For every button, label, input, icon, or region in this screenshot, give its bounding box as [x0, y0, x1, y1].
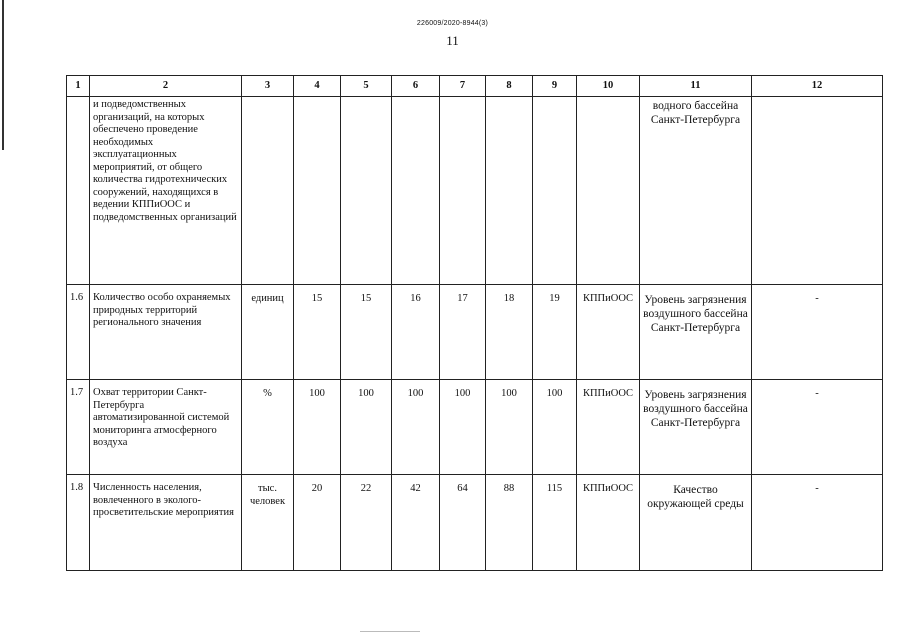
- executor-cell: КППиООС: [577, 475, 640, 571]
- column-header: 10: [577, 76, 640, 97]
- note-cell: -: [752, 380, 883, 475]
- value-cell: 115: [533, 475, 577, 571]
- indicator-name-cell: и подведомственных организаций, на которых обеспечено проведение необходимых эксплуатационных мероприятий, от общего количества гидротехнических сооружений, находящихся в ведении КППиООС и подведомственных организаций: [90, 97, 242, 285]
- column-header: 6: [392, 76, 440, 97]
- row-number: 1.7: [67, 380, 90, 475]
- column-header: 8: [486, 76, 533, 97]
- value-cell: 100: [486, 380, 533, 475]
- value-cell: 88: [486, 475, 533, 571]
- page-number: 11: [446, 33, 459, 48]
- column-header: 4: [294, 76, 341, 97]
- row-number: 1.6: [67, 285, 90, 380]
- target-indicator-cell: водного бассейна Санкт-Петербурга: [640, 97, 752, 285]
- row-number: 1.8: [67, 475, 90, 571]
- value-cell: 64: [440, 475, 486, 571]
- table-row: [67, 475, 883, 571]
- value-cell: 100: [392, 380, 440, 475]
- value-cell: 17: [440, 285, 486, 380]
- unit-cell: единиц: [242, 285, 294, 380]
- executor-cell: КППиООС: [577, 380, 640, 475]
- target-indicator-cell: Уровень загрязнения воздушного бассейна Санкт-Петербурга: [640, 285, 752, 380]
- column-header: 5: [341, 76, 392, 97]
- note-cell: -: [752, 475, 883, 571]
- document-id: 226009/2020-8944(3): [416, 20, 489, 27]
- table-row: [67, 380, 883, 475]
- executor-cell: КППиООС: [577, 285, 640, 380]
- value-cell: 100: [341, 380, 392, 475]
- column-header: 1: [67, 76, 90, 97]
- target-indicator-cell: Уровень загрязнения воздушного бассейна Санкт-Петербурга: [640, 380, 752, 475]
- table-header-row: [67, 76, 883, 97]
- column-header: 12: [752, 76, 883, 97]
- table-row-continuation: [67, 97, 883, 285]
- target-indicator-cell: Качество окружающей среды: [640, 475, 752, 571]
- indicator-name-cell: Численность населения, вовлеченного в эколого-просветительские мероприятия: [90, 475, 242, 571]
- unit-cell: тыс. человек: [242, 475, 294, 571]
- indicator-name-cell: Количество особо охраняемых природных территорий регионального значения: [90, 285, 242, 380]
- value-cell: 100: [294, 380, 341, 475]
- value-cell: 15: [341, 285, 392, 380]
- value-cell: 20: [294, 475, 341, 571]
- value-cell: 19: [533, 285, 577, 380]
- value-cell: 100: [533, 380, 577, 475]
- column-header: 9: [533, 76, 577, 97]
- value-cell: 22: [341, 475, 392, 571]
- data-table: [66, 75, 883, 571]
- unit-cell: %: [242, 380, 294, 475]
- column-header: 7: [440, 76, 486, 97]
- value-cell: 15: [294, 285, 341, 380]
- column-header: 3: [242, 76, 294, 97]
- column-header: 2: [90, 76, 242, 97]
- value-cell: 16: [392, 285, 440, 380]
- value-cell: 18: [486, 285, 533, 380]
- column-header: 11: [640, 76, 752, 97]
- value-cell: 100: [440, 380, 486, 475]
- footer-scan-mark: [360, 631, 420, 632]
- note-cell: -: [752, 285, 883, 380]
- indicator-name-cell: Охват территории Санкт-Петербурга автоматизированной системой мониторинга атмосферного воздуха: [90, 380, 242, 475]
- value-cell: 42: [392, 475, 440, 571]
- table-row: [67, 285, 883, 380]
